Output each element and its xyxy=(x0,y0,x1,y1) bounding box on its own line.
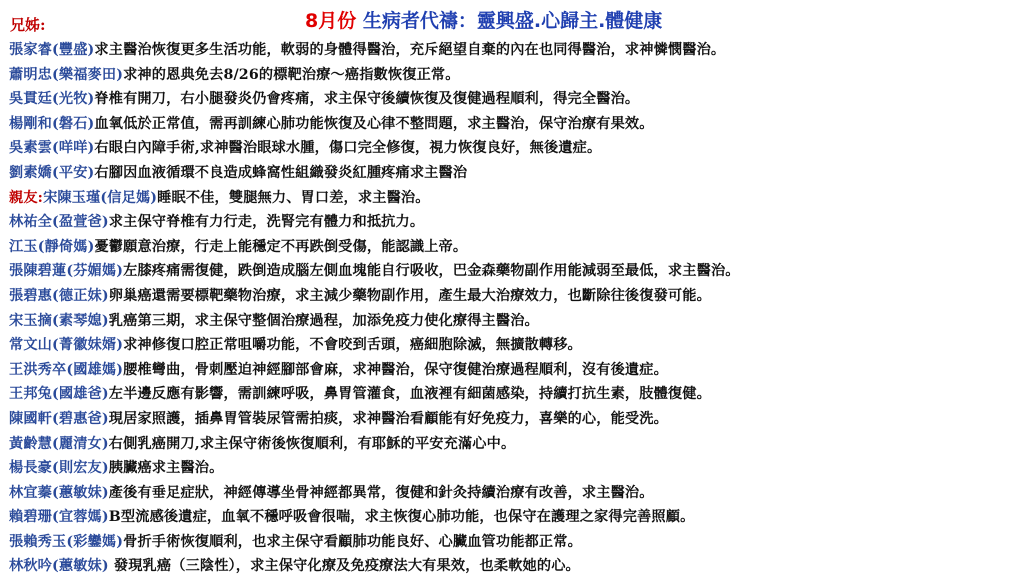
relation: (德正妹) xyxy=(52,287,109,304)
person-name: 常文山 xyxy=(9,337,53,354)
relation: (碧惠爸) xyxy=(52,410,109,427)
relation: (麗清女) xyxy=(52,435,109,452)
relation: (蕙敏妹) xyxy=(52,558,109,575)
relation: (靜倚媽) xyxy=(37,238,95,255)
title-theme: 生病者代禱：靈興盛.心歸主.體健康 xyxy=(356,10,663,32)
list-item xyxy=(9,186,1021,211)
person-name: 林秋吟 xyxy=(9,558,53,575)
prayer-request: 右腳因血液循環不良造成蜂窩性組織發炎紅腫疼痛求主醫治 xyxy=(94,164,468,181)
relation: (宜蓉媽) xyxy=(52,509,109,526)
person-name: 王洪秀卒 xyxy=(9,361,67,378)
prayer-request: 血氧低於正常值，需再訓練心肺功能恢復及心律不整問題，求主醫治，保守治療有果效。 xyxy=(94,115,654,132)
list-item xyxy=(9,505,1021,530)
person-name: 賴碧珊 xyxy=(9,509,53,526)
list-item xyxy=(9,407,1021,432)
relation: (盈萱爸) xyxy=(52,214,109,231)
prayer-request: 腰椎彎曲，骨刺壓迫神經腳部會麻，求神醫治，保守復健治療過程順利，沒有後遺症。 xyxy=(123,361,668,378)
person-name: 林宜蓁 xyxy=(9,484,53,501)
relation: (則宏友) xyxy=(52,460,109,477)
list-item xyxy=(9,309,1021,334)
prayer-request: 胰臟癌求主醫治。 xyxy=(108,460,224,477)
person-name: 張賴秀玉 xyxy=(9,533,67,550)
prayer-list xyxy=(9,38,1021,579)
prayer-request: 求主保守脊椎有力行走，洗腎完有體力和抵抗力。 xyxy=(108,214,425,231)
relation: (蕙敏妹) xyxy=(52,484,109,501)
prayer-request: 發現乳癌（三陰性），求主保守化療及免疫療法大有果效，也柔軟她的心。 xyxy=(108,558,580,575)
row-tag: 親友: xyxy=(9,189,44,206)
person-name: 楊長豪 xyxy=(9,460,53,477)
list-item xyxy=(9,284,1021,309)
relation: (樂福麥田) xyxy=(52,66,124,83)
prayer-request: 左半邊反應有影響，需訓練呼吸，鼻胃管灌食，血液裡有細菌感染，持續打抗生素，肢體復健。 xyxy=(108,386,711,403)
list-item xyxy=(9,358,1021,383)
prayer-request: 卵巢癌還需要標靶藥物治療，求主減少藥物副作用，產生最大治療效力，也斷除往後復發可能。 xyxy=(108,287,711,304)
prayer-request: 骨折手術恢復順利，也求主保守看顧肺功能良好、心臟血管功能都正常。 xyxy=(123,533,582,550)
relation: (磐石) xyxy=(52,115,95,132)
relation: (國雄媽) xyxy=(66,361,124,378)
page-title xyxy=(305,6,662,33)
person-name: 張碧惠 xyxy=(9,287,53,304)
prayer-request: 產後有垂足症狀，神經傳導坐骨神經都異常，復健和針灸持續治療有改善，求主醫治。 xyxy=(108,484,654,501)
list-item xyxy=(9,38,1021,63)
person-name: 江玉 xyxy=(9,238,38,255)
prayer-request: 現居家照護，插鼻胃管裝尿管需拍痰，求神醫治看顧能有好免疫力，喜樂的心，能受洗。 xyxy=(108,410,668,427)
salutation: 兄姊: xyxy=(10,16,46,34)
list-item xyxy=(9,432,1021,457)
person-name: 楊剛和 xyxy=(9,115,53,132)
relation: (彩鑾媽) xyxy=(66,533,124,550)
list-item xyxy=(9,87,1021,112)
relation: (光牧) xyxy=(52,91,95,108)
list-item xyxy=(9,161,1021,186)
person-name: 宋玉摘 xyxy=(9,312,53,329)
person-name: 張陳碧蓮 xyxy=(9,263,67,280)
list-item xyxy=(9,554,1021,579)
list-item xyxy=(9,530,1021,555)
page-header xyxy=(0,2,1024,38)
list-item xyxy=(9,333,1021,358)
list-item xyxy=(9,210,1021,235)
prayer-request: 求主醫治恢復更多生活功能，軟弱的身體得醫治，充斥絕望自棄的內在也同得醫治，求神憐憫醫治。 xyxy=(94,42,726,58)
relation: (平安) xyxy=(52,164,95,181)
prayer-request: 右眼白內障手術,求神醫治眼球水腫，傷口完全修復，視力恢復良好，無後遺症。 xyxy=(94,140,602,157)
prayer-request: 脊椎有開刀，右小腿發炎仍會疼痛，求主保守後續恢復及復健過程順利，得完全醫治。 xyxy=(94,91,640,108)
person-name: 吳素雲 xyxy=(9,140,53,157)
prayer-request: B型流感後遺症，血氧不穩呼吸會很喘，求主恢復心肺功能，也保守在護理之家得完善照顧。 xyxy=(108,509,695,526)
person-name: 張家睿 xyxy=(9,42,53,58)
list-item xyxy=(9,235,1021,260)
relation: (芬媚媽) xyxy=(66,263,124,280)
list-item xyxy=(9,63,1021,88)
person-name: 黃齡慧 xyxy=(9,435,53,452)
prayer-request: 乳癌第三期，求主保守整個治療過程，加添免疫力使化療得主醫治。 xyxy=(108,312,539,329)
person-name: 宋陳玉瑾 xyxy=(43,189,101,206)
relation: (信足媽) xyxy=(100,189,158,206)
person-name: 王邦兔 xyxy=(9,386,53,403)
list-item xyxy=(9,481,1021,506)
list-item xyxy=(9,136,1021,161)
relation: (素琴媳) xyxy=(52,312,109,329)
person-name: 蕭明忠 xyxy=(9,66,53,83)
person-name: 林祐全 xyxy=(9,214,53,231)
prayer-request: 求神修復口腔正常咀嚼功能，不會咬到舌頭，癌細胞除滅，無擴散轉移。 xyxy=(123,337,582,354)
prayer-request: 憂鬱願意治療，行走上能穩定不再跌倒受傷，能認識上帝。 xyxy=(94,238,468,255)
prayer-request: 睡眠不佳，雙腿無力、胃口差，求主醫治。 xyxy=(157,189,430,206)
prayer-request: 右側乳癌開刀,求主保守術後恢復順利，有耶穌的平安充滿心中。 xyxy=(108,435,516,452)
prayer-request: 左膝疼痛需復健，跌倒造成腦左側血塊能自行吸收，巴金森藥物副作用能減弱至最低，求主醫治。 xyxy=(123,263,740,280)
list-item xyxy=(9,382,1021,407)
relation: (國雄爸) xyxy=(52,386,109,403)
list-item xyxy=(9,259,1021,284)
relation: (咩咩) xyxy=(52,140,95,157)
person-name: 陳國軒 xyxy=(9,410,53,427)
prayer-request: 求神的恩典免去8/26的標靶治療～癌指數恢復正常。 xyxy=(123,66,460,83)
relation: (豐盛) xyxy=(52,42,95,58)
person-name: 劉素嬌 xyxy=(9,164,53,181)
list-item xyxy=(9,112,1021,137)
list-item xyxy=(9,456,1021,481)
relation: (菁徽妹婿) xyxy=(52,337,124,354)
title-month: 8月份 xyxy=(305,10,357,32)
person-name: 吳貫廷 xyxy=(9,91,53,108)
